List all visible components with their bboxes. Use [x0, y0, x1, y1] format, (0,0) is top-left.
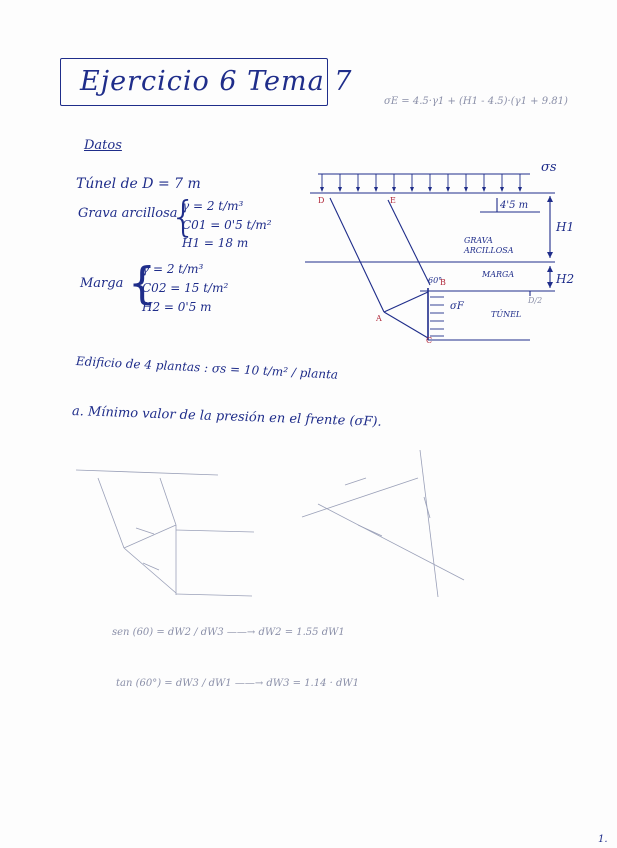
grava-gamma: γ = 2 t/m³ — [182, 199, 244, 213]
grava-layer-label: GRAVA ARCILLOSA — [464, 236, 514, 255]
top-formula: σE = 4.5·γ1 + (H1 - 4.5)·(γ1 + 9.81) — [384, 96, 568, 107]
point-b: B — [440, 278, 446, 287]
marga-cohesion: C02 = 15 t/m² — [142, 281, 229, 295]
tunnel-diameter: Túnel de D = 7 m — [76, 176, 201, 192]
marga-label: Marga — [80, 276, 124, 291]
point-e: E — [390, 196, 396, 205]
tunnel-label: TÚNEL — [491, 310, 522, 319]
grava-height: H1 = 18 m — [182, 236, 249, 250]
h2-label: H2 — [556, 272, 575, 286]
marga-layer-label: MARGA — [482, 270, 515, 279]
angle-label: 60° — [428, 276, 443, 285]
edificio-data: Edificio de 4 plantas : σs = 10 t/m² / planta — [75, 354, 339, 382]
point-d: D — [318, 196, 325, 205]
marga-height: H2 = 0'5 m — [142, 300, 212, 314]
marga-brace: { — [128, 258, 156, 309]
page-title: Ejercicio 6 Tema 7 — [80, 66, 353, 97]
equation-sine: sen (60) = dW2 / dW3 ——→ dW2 = 1.55 dW1 — [112, 627, 345, 638]
datos-heading: Datos — [84, 138, 122, 153]
point-c: C — [426, 336, 433, 345]
equation-tangent: tan (60°) = dW3 / dW1 ——→ dW3 = 1.14 · dW1 — [116, 678, 360, 689]
sigma-s-label: σs — [541, 160, 557, 175]
sigma-f-label: σF — [450, 301, 464, 312]
h1-label: H1 — [556, 220, 575, 234]
point-a: A — [376, 314, 382, 323]
grava-cohesion: C01 = 0'5 t/m² — [182, 218, 272, 232]
grava-label: Grava arcillosa — [78, 206, 178, 221]
question-a: a. Mínimo valor de la presión en el frente (σF). — [71, 404, 382, 430]
d-half-label: D/2 — [528, 296, 543, 305]
page-number: 1. — [598, 834, 608, 845]
water-depth-label: 4'5 m — [500, 200, 529, 211]
marga-gamma: γ = 2 t/m³ — [142, 262, 204, 276]
grava-brace: { — [170, 192, 197, 241]
